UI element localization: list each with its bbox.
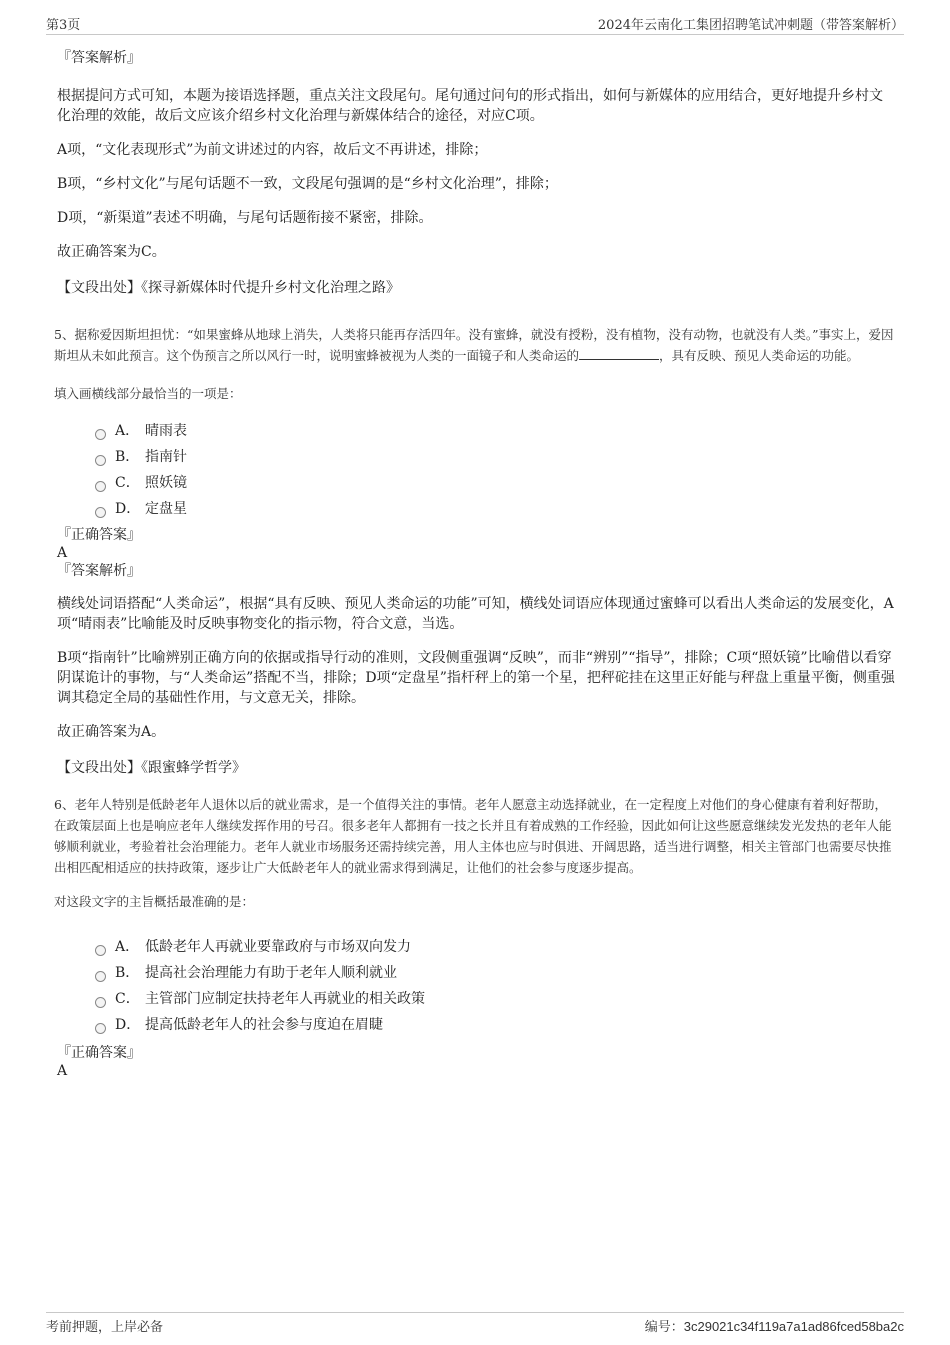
q6-option-c[interactable]: C． 主管部门应制定扶持老年人再就业的相关政策 [95,986,895,1012]
q6-correct-label: 『正确答案』 [57,1045,141,1061]
q5-analysis-p3: 故正确答案为A。 [57,724,166,740]
q5-option-a[interactable]: A． 晴雨表 [95,418,895,444]
q5-stem [54,324,895,366]
q5-analysis-p2: B项“指南针”比喻辨别正确方向的依据或指导行动的准则，文段侧重强调“反映”，而非“辨别”“指导”，排除；C项“照妖镜”比喻借以看穿阴谋诡计的事物，与“人类命运”搭配不当，排除；D项“定盘星”指杆秤上的第一个星，把秤砣挂在这里正好能与秤盘上重量平衡，侧重强调其稳定全局的基础性作用，与文意无关，排除。 [57,650,895,706]
radio-icon[interactable] [95,455,106,466]
q6-option-d[interactable]: D． 提高低龄老年人的社会参与度迫在眉睫 [95,1012,895,1038]
q4-analysis-p2: A项，“文化表现形式”为前文讲述过的内容，故后文不再讲述，排除； [57,142,488,158]
q5-options [95,418,895,522]
q6-option-b[interactable]: B． 提高社会治理能力有助于老年人顺利就业 [95,960,895,986]
q5-option-d[interactable]: D． 定盘星 [95,496,895,522]
q6-correct-answer: A [57,1063,68,1079]
q5-stem-after: ，具有反映、预见人类命运的功能。 [659,348,860,363]
radio-icon[interactable] [95,997,106,1008]
footer-slogan: 考前押题，上岸必备 [46,1320,164,1335]
q5-blank [579,345,659,360]
footer-serial [645,1316,904,1335]
q5-source: 【文段出处】《跟蜜蜂学哲学》 [57,760,246,776]
q5-correct-label: 『正确答案』 [57,527,141,543]
q4-analysis-p4: D项，“新渠道”表述不明确，与尾句话题衔接不紧密，排除。 [57,210,433,226]
radio-icon[interactable] [95,481,106,492]
q4-analysis-p5: 故正确答案为C。 [57,244,166,260]
q6-option-a[interactable]: A． 低龄老年人再就业要靠政府与市场双向发力 [95,934,895,960]
q5-prompt: 填入画横线部分最恰当的一项是： [54,386,242,401]
q4-analysis-p3: B项，“乡村文化”与尾句话题不一致，文段尾句强调的是“乡村文化治理”，排除； [57,176,558,192]
q5-option-c[interactable]: C． 照妖镜 [95,470,895,496]
radio-icon[interactable] [95,971,106,982]
q5-correct-answer: A [57,545,68,561]
q5-analysis-p1: 横线处词语搭配“人类命运”，根据“具有反映、预见人类命运的功能”可知，横线处词语应体现通过蜜蜂可以看出人类命运的发展变化，A项“晴雨表”比喻能及时反映事物变化的指示物，符合文意，当选。 [57,596,894,632]
radio-icon[interactable] [95,945,106,956]
q5-option-b[interactable]: B． 指南针 [95,444,895,470]
document-title: 2024年云南化工集团招聘笔试冲刺题（带答案解析） [597,18,904,33]
q5-stem-before: 5、据称爱因斯坦担忧：“如果蜜蜂从地球上消失，人类将只能再存活四年。没有蜜蜂，就没有授粉，没有植物，没有动物，也就没有人类。”事实上，爱因斯坦从未如此预言。这个伪预言之所以风行一时，说明蜜蜂被视为人类的一面镜子和人类命运的 [54,327,894,363]
q5-analysis-label: 『答案解析』 [57,563,141,579]
page-content [54,40,895,1080]
page-number: 第3页 [46,18,81,33]
radio-icon[interactable] [95,429,106,440]
page-footer [46,1312,904,1338]
q6-stem: 6、老年人特别是低龄老年人退休以后的就业需求，是一个值得关注的事情。老年人愿意主动选择就业，在一定程度上对他们的身心健康有着利好帮助，在政策层面上也是响应老年人继续发挥作用的号召。很多老年人都拥有一技之长并且有着成熟的工作经验，因此如何让这些愿意继续发光发热的老年人能够顺利就业，考验着社会治理能力。老年人就业市场服务还需持续完善，用人主体也应与时俱进、开阔思路，适当进行调整，相关主管部门也需要尽快推出相匹配相适应的扶持政策，逐步让广大低龄老年人的就业需求得到满足，让他们的社会参与度逐步提高。 [54,797,892,875]
serial-label: 编号： [644,1320,684,1335]
radio-icon[interactable] [95,1023,106,1034]
q4-analysis-label: 『答案解析』 [57,50,141,66]
radio-icon[interactable] [95,507,106,518]
q6-prompt: 对这段文字的主旨概括最准确的是： [54,894,255,909]
q4-source: 【文段出处】《探寻新媒体时代提升乡村文化治理之路》 [57,280,400,296]
serial-number: 3c29021c34f119a7a1ad86fced58ba2c [683,1319,904,1334]
q4-analysis-p1: 根据提问方式可知，本题为接语选择题，重点关注文段尾句。尾句通过问句的形式指出，如何与新媒体的应用结合，更好地提升乡村文化治理的效能，故后文应该介绍乡村文化治理与新媒体结合的途径，对应C项。 [57,88,883,124]
page-header [46,14,904,35]
q6-options [95,934,895,1038]
